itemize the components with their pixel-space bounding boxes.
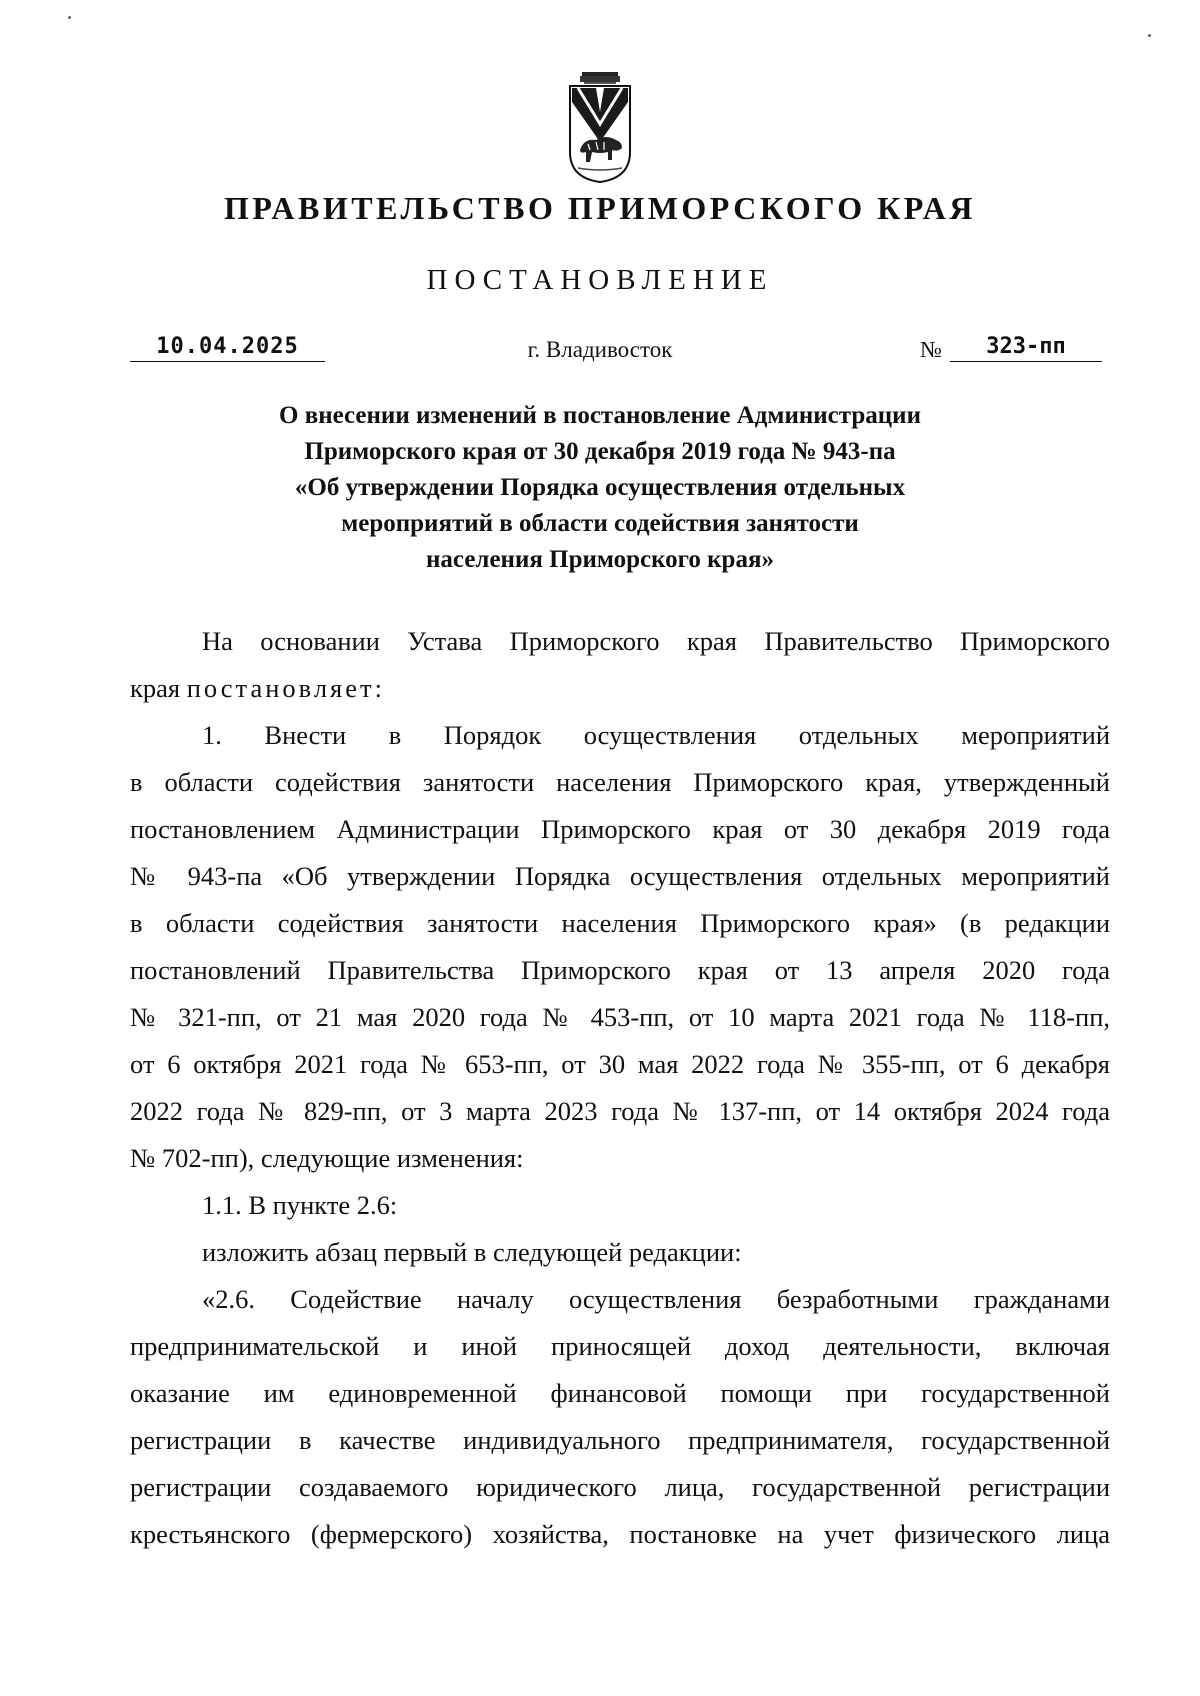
body-line: оказание им единовременной финансовой помощи при государственной: [130, 1378, 1110, 1408]
body-line: крестьянского (фермерского) хозяйства, постановке на учет физического лица: [130, 1519, 1110, 1549]
document-body: [130, 618, 1110, 1558]
document-subject: [150, 398, 1050, 578]
body-line: 2022 года № 829-пп, от 3 марта 2023 года № 137-пп, от 14 октября 2024 года: [130, 1096, 1110, 1126]
number-sign: №: [920, 337, 942, 362]
body-word: гражданами: [973, 1284, 1111, 1314]
body-line: № 943-па «Об утверждении Порядка осуществления отдельных мероприятий: [130, 861, 1110, 891]
body-word: мероприятий: [961, 720, 1110, 750]
body-line: в области содействия занятости населения Приморского края» (в редакции: [130, 908, 1110, 938]
body-line: [130, 712, 1110, 759]
body-line: постановлений Правительства Приморского края от 13 апреля 2020 года: [130, 955, 1110, 985]
body-line: № 321-пп, от 21 мая 2020 года № 453-пп, от 10 марта 2021 года № 118-пп,: [130, 1002, 1110, 1032]
subject-line: мероприятий в области содействия занятости: [341, 510, 859, 537]
document-type: ПОСТАНОВЛЕНИЕ: [426, 264, 774, 296]
body-line: [130, 1276, 1110, 1323]
body-word: края: [130, 673, 181, 703]
government-title: ПРАВИТЕЛЬСТВО ПРИМОРСКОГО КРАЯ: [224, 190, 976, 226]
body-line: в области содействия занятости населения Приморского края, утвержденный: [130, 767, 1110, 797]
body-line: от 6 октября 2021 года № 653-пп, от 30 мая 2022 года № 355-пп, от 6 декабря: [130, 1049, 1110, 1079]
scan-speck: [68, 16, 71, 19]
body-line: На основании Устава Приморского края Правительство Приморского: [202, 626, 1110, 656]
body-word: отдельных: [798, 720, 919, 750]
subject-line: О внесении изменений в постановление Администрации: [279, 402, 921, 429]
body-line: предпринимательской и иной приносящей доход деятельности, включая: [130, 1331, 1110, 1361]
body-line: № 702-пп), следующие изменения:: [130, 1143, 524, 1173]
document-number: 323-пп: [950, 334, 1102, 362]
body-word: «2.6. Содействие: [202, 1284, 422, 1314]
body-word: 1.: [202, 720, 222, 750]
document-city: г. Владивосток: [527, 337, 673, 362]
subject-line: Приморского края от 30 декабря 2019 года № 943-па: [304, 438, 896, 465]
scan-speck: [1148, 34, 1151, 37]
body-word: Внести: [264, 720, 347, 750]
body-line: постановлением Администрации Приморского края от 30 декабря 2019 года: [130, 814, 1110, 844]
primorsky-krai-coat-of-arms-icon: [568, 72, 632, 184]
body-word: началу: [457, 1284, 534, 1314]
body-word: Порядок: [443, 720, 542, 750]
body-word: осуществления: [583, 720, 757, 750]
document-date: 10.04.2025: [130, 334, 325, 362]
body-word: в: [388, 720, 402, 750]
body-line: регистрации создаваемого юридического лица, государственной регистрации: [130, 1472, 1110, 1502]
body-line: регистрации в качестве индивидуального предпринимателя, государственной: [130, 1425, 1110, 1455]
subject-line: населения Приморского края»: [426, 546, 774, 573]
subject-line: «Об утверждении Порядка осуществления отдельных: [294, 474, 906, 501]
body-line: [130, 665, 1110, 712]
body-line: изложить абзац первый в следующей редакции:: [202, 1237, 742, 1267]
body-word-spaced: постановляет:: [186, 673, 385, 703]
body-line: 1.1. В пункте 2.6:: [202, 1190, 398, 1220]
body-word: безработными: [776, 1284, 939, 1314]
body-word: осуществления: [569, 1284, 742, 1314]
